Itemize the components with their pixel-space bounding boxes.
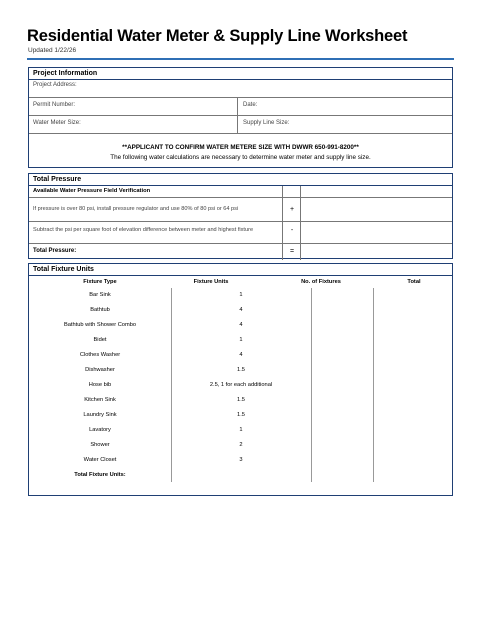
plus-symbol: + bbox=[282, 198, 301, 221]
no-of-fixtures-field[interactable] bbox=[312, 288, 373, 303]
project-address-label: Project Address: bbox=[33, 82, 77, 88]
fixture-type: Bathtub with Shower Combo bbox=[63, 322, 137, 328]
no-of-fixtures-field[interactable] bbox=[312, 318, 373, 333]
pressure-verification-label: Available Water Pressure Field Verification bbox=[33, 188, 151, 194]
symbol-cell bbox=[282, 186, 301, 197]
page-title: Residential Water Meter & Supply Line Worksheet bbox=[27, 27, 408, 45]
fixture-type: Kitchen Sink bbox=[84, 397, 116, 403]
fixture-row bbox=[29, 348, 452, 363]
fixture-row bbox=[29, 393, 452, 408]
fixture-units: 4 bbox=[239, 352, 243, 358]
fixture-row bbox=[29, 363, 452, 378]
total-field[interactable] bbox=[374, 348, 454, 363]
fixture-type: Lavatory bbox=[89, 427, 111, 433]
pressure-row-elevation bbox=[29, 222, 452, 244]
total-pressure-heading: Total Pressure bbox=[29, 174, 452, 186]
fixture-units: 1.5 bbox=[237, 367, 245, 373]
notice-line-1: **APPLICANT TO CONFIRM WATER METERE SIZE WITH DWWR 650-991-8200** bbox=[122, 144, 359, 151]
fixture-type: Shower bbox=[90, 442, 110, 448]
column-header-fixture-type: Fixture Type bbox=[83, 279, 117, 285]
column-header-fixture-units: Fixture Units bbox=[193, 279, 229, 285]
fixture-units: 1 bbox=[239, 292, 243, 298]
no-of-fixtures-field[interactable] bbox=[312, 348, 373, 363]
no-of-fixtures-field[interactable] bbox=[312, 303, 373, 318]
value-cell[interactable] bbox=[300, 198, 452, 221]
permit-number-label: Permit Number: bbox=[33, 102, 76, 108]
total-fixture-units-label: Total Fixture Units: bbox=[74, 472, 126, 478]
fixture-row bbox=[29, 453, 452, 468]
no-of-fixtures-field[interactable] bbox=[312, 408, 373, 423]
value-cell bbox=[300, 186, 452, 197]
title-rule bbox=[27, 58, 454, 60]
total-pressure-section bbox=[28, 173, 453, 259]
fixture-units: 2 bbox=[239, 442, 243, 448]
fixture-units: 1.5 bbox=[237, 397, 245, 403]
total-field[interactable] bbox=[374, 408, 454, 423]
date-label: Date: bbox=[243, 102, 258, 108]
fixture-units: 1 bbox=[239, 427, 243, 433]
fixture-row bbox=[29, 423, 452, 438]
no-of-fixtures-field[interactable] bbox=[312, 423, 373, 438]
minus-symbol: - bbox=[282, 222, 301, 243]
total-field[interactable] bbox=[374, 453, 454, 468]
no-of-fixtures-field[interactable] bbox=[312, 453, 373, 468]
total-field[interactable] bbox=[374, 318, 454, 333]
fixture-table bbox=[29, 276, 452, 482]
fixture-type: Bidet bbox=[93, 337, 107, 343]
fixture-units: 4 bbox=[239, 322, 243, 328]
total-pressure-row bbox=[29, 244, 452, 260]
pressure-row-label: If pressure is over 80 psi, install pressure regulator and use 80% of 80 psi or 64 psi bbox=[33, 206, 239, 212]
no-of-fixtures-field[interactable] bbox=[312, 393, 373, 408]
supply-line-size-label: Supply Line Size: bbox=[243, 120, 290, 126]
total-field[interactable] bbox=[374, 288, 454, 303]
fixture-units: 1 bbox=[239, 337, 243, 343]
divider bbox=[237, 98, 238, 115]
pressure-verification-row bbox=[29, 186, 452, 198]
notice-row bbox=[29, 134, 452, 168]
fixture-row bbox=[29, 408, 452, 423]
project-info-heading: Project Information bbox=[29, 68, 452, 80]
fixture-row bbox=[29, 303, 452, 318]
fixture-type: Laundry Sink bbox=[83, 412, 117, 418]
fixture-units: 4 bbox=[239, 307, 243, 313]
project-address-row bbox=[29, 80, 452, 98]
meter-supply-row bbox=[29, 116, 452, 134]
fixture-units: 2.5, 1 for each additional bbox=[209, 382, 273, 388]
fixture-type: Bar Sink bbox=[89, 292, 111, 298]
divider bbox=[237, 116, 238, 133]
total-pressure-label: Total Pressure: bbox=[33, 248, 77, 254]
updated-date: Updated 1/22/26 bbox=[28, 47, 77, 54]
fixture-type: Water Closet bbox=[83, 457, 117, 463]
fixture-row bbox=[29, 438, 452, 453]
total-field[interactable] bbox=[374, 378, 454, 393]
pressure-row-label: Subtract the psi per square foot of elevation difference between meter and highest fixture bbox=[33, 227, 254, 233]
fixture-type: Dishwasher bbox=[85, 367, 115, 373]
total-field[interactable] bbox=[374, 393, 454, 408]
total-field[interactable] bbox=[374, 363, 454, 378]
fixture-type: Clothes Washer bbox=[79, 352, 121, 358]
fixture-units: 1.5 bbox=[237, 412, 245, 418]
total-fixture-units-row bbox=[29, 468, 452, 482]
fixture-row bbox=[29, 378, 452, 393]
value-cell[interactable] bbox=[300, 222, 452, 243]
fixture-rows bbox=[29, 288, 452, 468]
project-info-section bbox=[28, 67, 453, 168]
fixture-units-section bbox=[28, 263, 453, 496]
fixture-row bbox=[29, 333, 452, 348]
fixture-header-row bbox=[29, 276, 452, 288]
column-header-no-of-fixtures: No. of Fixtures bbox=[301, 279, 341, 285]
fixture-type: Bathtub bbox=[90, 307, 110, 313]
pressure-row-regulator bbox=[29, 198, 452, 222]
fixture-type: Hose bib bbox=[88, 382, 112, 388]
no-of-fixtures-field[interactable] bbox=[312, 438, 373, 453]
no-of-fixtures-field[interactable] bbox=[312, 378, 373, 393]
equals-symbol: = bbox=[282, 244, 301, 260]
total-field[interactable] bbox=[374, 423, 454, 438]
no-of-fixtures-field[interactable] bbox=[312, 363, 373, 378]
notice-line-2: The following water calculations are necessary to determine water meter and supply line size. bbox=[110, 154, 371, 161]
water-meter-size-label: Water Meter Size: bbox=[33, 120, 81, 126]
value-cell[interactable] bbox=[300, 244, 452, 260]
permit-date-row bbox=[29, 98, 452, 116]
fixture-row bbox=[29, 288, 452, 303]
fixture-row bbox=[29, 318, 452, 333]
fixture-units: 3 bbox=[239, 457, 243, 463]
total-field[interactable] bbox=[374, 303, 454, 318]
fixture-units-heading: Total Fixture Units bbox=[29, 264, 452, 276]
total-field[interactable] bbox=[374, 438, 454, 453]
total-field[interactable] bbox=[374, 333, 454, 348]
column-header-total: Total bbox=[407, 279, 421, 285]
no-of-fixtures-field[interactable] bbox=[312, 333, 373, 348]
